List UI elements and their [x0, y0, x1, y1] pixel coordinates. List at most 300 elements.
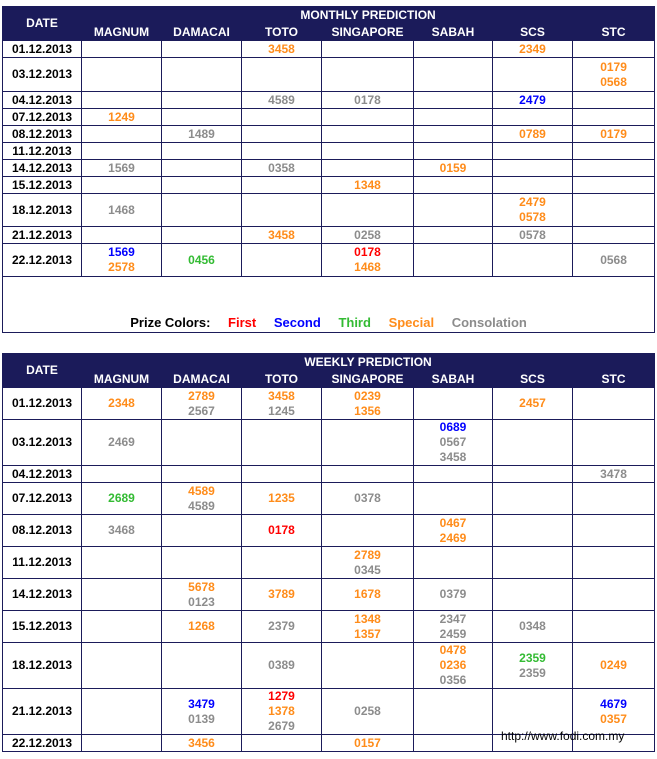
predicted-number: 3458 — [268, 227, 295, 242]
predicted-number: 0178 — [268, 523, 295, 537]
predicted-number: 0567 — [439, 435, 467, 449]
prediction-cell-damacai — [162, 466, 242, 483]
date-cell: 21.12.2013 — [3, 227, 82, 244]
prediction-cell-sabah — [414, 41, 493, 58]
table-row — [3, 92, 655, 109]
prediction-cell-toto — [242, 41, 322, 58]
predicted-number: 2347 — [439, 611, 467, 626]
prediction-cell-toto — [242, 109, 322, 126]
predicted-number: 2679 — [268, 719, 295, 733]
predicted-number: 1235 — [268, 491, 295, 505]
prediction-cell-toto — [242, 466, 322, 483]
predicted-number: 0456 — [188, 252, 215, 267]
monthly-prediction-table — [2, 6, 655, 333]
prediction-cell-stc — [573, 194, 655, 227]
predicted-number: 3458 — [268, 388, 295, 403]
date-cell: 04.12.2013 — [3, 466, 82, 483]
predicted-number: 0258 — [354, 704, 381, 718]
prediction-cell-toto — [242, 177, 322, 194]
predicted-number: 1356 — [354, 403, 381, 418]
table-row — [3, 177, 655, 194]
date-cell: 21.12.2013 — [3, 689, 82, 735]
prediction-cell-damacai — [162, 420, 242, 466]
column-header-stc: STC — [573, 25, 655, 41]
prediction-cell-sabah — [414, 611, 493, 643]
prediction-cell-magnum — [82, 92, 162, 109]
prediction-cell-damacai — [162, 483, 242, 515]
predicted-number: 1569 — [108, 245, 135, 259]
predicted-number: 1569 — [108, 160, 135, 175]
prediction-cell-magnum — [82, 388, 162, 420]
prediction-cell-magnum — [82, 227, 162, 244]
prediction-cell-magnum — [82, 41, 162, 58]
prediction-cell-stc — [573, 466, 655, 483]
prediction-cell-sabah — [414, 735, 493, 752]
monthly-title: MONTHLY PREDICTION — [82, 7, 655, 25]
prediction-cell-sabah — [414, 466, 493, 483]
predicted-number: 2567 — [188, 403, 215, 418]
prediction-cell-toto — [242, 420, 322, 466]
column-header-sabah: SABAH — [414, 25, 493, 41]
date-cell: 03.12.2013 — [3, 58, 82, 92]
prediction-cell-toto — [242, 547, 322, 579]
prediction-cell-damacai — [162, 143, 242, 160]
table-row — [3, 160, 655, 177]
prediction-cell-stc — [573, 227, 655, 244]
prediction-cell-stc — [573, 611, 655, 643]
predicted-number: 0157 — [354, 735, 381, 750]
prediction-cell-damacai — [162, 515, 242, 547]
prediction-cell-stc — [573, 160, 655, 177]
date-cell: 08.12.2013 — [3, 515, 82, 547]
prediction-cell-sabah — [414, 177, 493, 194]
predicted-number: 0249 — [600, 658, 627, 672]
prediction-cell-stc — [573, 143, 655, 160]
prediction-cell-toto — [242, 643, 322, 689]
predicted-number: 4589 — [188, 483, 215, 498]
predicted-number: 3479 — [188, 696, 215, 711]
column-header-scs: SCS — [493, 372, 573, 388]
prediction-cell-toto — [242, 515, 322, 547]
prediction-cell-sabah — [414, 388, 493, 420]
predicted-number: 1678 — [354, 587, 381, 601]
prediction-cell-toto — [242, 194, 322, 227]
predicted-number: 2469 — [108, 435, 135, 449]
date-cell: 04.12.2013 — [3, 92, 82, 109]
weekly-prediction-table — [2, 353, 655, 752]
prediction-cell-stc — [573, 689, 655, 735]
predicted-number: 0568 — [600, 74, 627, 89]
prediction-cell-singapore — [322, 547, 414, 579]
prediction-cell-scs — [493, 483, 573, 515]
prediction-cell-magnum — [82, 643, 162, 689]
predicted-number: 1348 — [354, 177, 381, 192]
prediction-cell-singapore — [322, 194, 414, 227]
prediction-cell-damacai — [162, 194, 242, 227]
prediction-cell-damacai — [162, 611, 242, 643]
date-cell: 14.12.2013 — [3, 579, 82, 611]
table-row — [3, 194, 655, 227]
prediction-cell-stc — [573, 579, 655, 611]
prediction-cell-scs — [493, 244, 573, 277]
column-header-toto: TOTO — [242, 25, 322, 41]
predicted-number: 0178 — [354, 245, 381, 259]
prediction-cell-stc — [573, 177, 655, 194]
date-cell: 08.12.2013 — [3, 126, 82, 143]
prediction-cell-singapore — [322, 126, 414, 143]
prediction-cell-toto — [242, 227, 322, 244]
predicted-number: 0358 — [268, 160, 295, 175]
prediction-cell-stc — [573, 126, 655, 143]
predicted-number: 2457 — [519, 396, 546, 410]
prediction-cell-damacai — [162, 388, 242, 420]
predicted-number: 2479 — [519, 92, 546, 107]
predicted-number: 0378 — [354, 491, 381, 505]
prize-legend — [3, 277, 655, 333]
predicted-number: 1489 — [188, 126, 215, 141]
predicted-number: 2689 — [108, 491, 135, 505]
column-header-singapore: SINGAPORE — [322, 372, 414, 388]
date-header: DATE — [3, 354, 82, 388]
predicted-number: 0689 — [439, 420, 467, 434]
table-row — [3, 420, 655, 466]
table-row — [3, 388, 655, 420]
prediction-cell-scs — [493, 41, 573, 58]
predicted-number: 1245 — [268, 403, 295, 418]
prediction-cell-stc — [573, 483, 655, 515]
prediction-cell-toto — [242, 126, 322, 143]
legend-label: Prize Colors: — [130, 315, 211, 330]
prediction-cell-scs — [493, 160, 573, 177]
predicted-number: 0345 — [354, 562, 381, 577]
prediction-cell-sabah — [414, 420, 493, 466]
predicted-number: 5678 — [188, 579, 215, 594]
predicted-number: 0357 — [600, 711, 627, 726]
prediction-cell-scs — [493, 58, 573, 92]
prediction-cell-sabah — [414, 227, 493, 244]
prediction-cell-scs — [493, 126, 573, 143]
predicted-number: 0179 — [600, 59, 627, 74]
date-cell: 11.12.2013 — [3, 143, 82, 160]
prediction-cell-damacai — [162, 92, 242, 109]
predicted-number: 4589 — [188, 498, 215, 513]
table-row — [3, 41, 655, 58]
prediction-cell-toto — [242, 58, 322, 92]
table-row — [3, 126, 655, 143]
prediction-cell-damacai — [162, 735, 242, 752]
prediction-cell-magnum — [82, 611, 162, 643]
prediction-cell-sabah — [414, 547, 493, 579]
predicted-number: 3456 — [188, 735, 215, 750]
prediction-cell-singapore — [322, 143, 414, 160]
prediction-cell-stc — [573, 547, 655, 579]
prediction-cell-scs — [493, 92, 573, 109]
prediction-cell-damacai — [162, 579, 242, 611]
prediction-cell-sabah — [414, 126, 493, 143]
prize-colors-legend — [3, 315, 654, 330]
predicted-number: 2349 — [519, 41, 546, 56]
weekly-rows — [3, 388, 655, 752]
prediction-cell-stc — [573, 58, 655, 92]
prediction-cell-singapore — [322, 177, 414, 194]
prediction-cell-magnum — [82, 689, 162, 735]
prediction-cell-stc — [573, 420, 655, 466]
predicted-number: 2459 — [439, 626, 467, 641]
predicted-number: 2578 — [108, 260, 135, 274]
predicted-number: 0356 — [439, 673, 467, 687]
predicted-number: 0123 — [188, 594, 215, 609]
legend-first: First — [228, 315, 257, 330]
date-cell: 15.12.2013 — [3, 177, 82, 194]
prediction-cell-stc — [573, 244, 655, 277]
predicted-number: 3458 — [439, 450, 467, 464]
prediction-cell-scs — [493, 689, 573, 735]
predicted-number: 2789 — [188, 388, 215, 403]
column-header-singapore: SINGAPORE — [322, 25, 414, 41]
prediction-cell-toto — [242, 611, 322, 643]
prediction-cell-magnum — [82, 547, 162, 579]
table-row — [3, 58, 655, 92]
date-cell: 14.12.2013 — [3, 160, 82, 177]
prediction-cell-damacai — [162, 126, 242, 143]
prediction-cell-sabah — [414, 244, 493, 277]
prediction-cell-scs — [493, 420, 573, 466]
predicted-number: 2479 — [519, 195, 546, 209]
prediction-cell-toto — [242, 579, 322, 611]
predicted-number: 3458 — [268, 41, 295, 56]
legend-special: Special — [388, 315, 435, 330]
prediction-cell-stc — [573, 41, 655, 58]
column-header-stc: STC — [573, 372, 655, 388]
prediction-cell-damacai — [162, 689, 242, 735]
predicted-number: 1279 — [268, 689, 295, 703]
prediction-cell-scs — [493, 515, 573, 547]
prediction-cell-singapore — [322, 483, 414, 515]
predicted-number: 0478 — [439, 643, 467, 657]
prediction-cell-singapore — [322, 92, 414, 109]
prediction-cell-singapore — [322, 420, 414, 466]
predicted-number: 2469 — [439, 530, 467, 545]
predicted-number: 0568 — [600, 252, 627, 267]
prediction-cell-damacai — [162, 244, 242, 277]
prediction-cell-singapore — [322, 227, 414, 244]
prediction-cell-magnum — [82, 109, 162, 126]
prediction-cell-damacai — [162, 643, 242, 689]
date-cell: 01.12.2013 — [3, 41, 82, 58]
date-header: DATE — [3, 7, 82, 41]
prediction-cell-toto — [242, 244, 322, 277]
prediction-cell-singapore — [322, 160, 414, 177]
table-row — [3, 515, 655, 547]
prediction-cell-singapore — [322, 109, 414, 126]
predicted-number: 1378 — [268, 704, 295, 718]
column-header-toto: TOTO — [242, 372, 322, 388]
date-cell: 07.12.2013 — [3, 109, 82, 126]
prediction-cell-damacai — [162, 160, 242, 177]
prediction-cell-sabah — [414, 689, 493, 735]
predicted-number: 0578 — [519, 227, 546, 242]
prediction-cell-magnum — [82, 194, 162, 227]
predicted-number: 0789 — [519, 126, 546, 141]
prediction-cell-magnum — [82, 579, 162, 611]
prediction-cell-toto — [242, 92, 322, 109]
prediction-cell-damacai — [162, 58, 242, 92]
prediction-cell-singapore — [322, 388, 414, 420]
prediction-cell-scs — [493, 388, 573, 420]
predicted-number: 0239 — [354, 388, 381, 403]
prediction-cell-scs — [493, 194, 573, 227]
table-row — [3, 547, 655, 579]
site-url: http://www.fodi.com.my — [501, 729, 625, 743]
date-cell: 11.12.2013 — [3, 547, 82, 579]
weekly-title: WEEKLY PREDICTION — [82, 354, 655, 372]
legend-second: Second — [273, 315, 321, 330]
prediction-cell-scs — [493, 611, 573, 643]
column-header-scs: SCS — [493, 25, 573, 41]
prediction-cell-stc — [573, 109, 655, 126]
predicted-number: 4589 — [268, 92, 295, 107]
prediction-cell-singapore — [322, 515, 414, 547]
legend-third: Third — [338, 315, 371, 330]
predicted-number: 3478 — [600, 466, 627, 481]
predicted-number: 1249 — [108, 109, 135, 124]
prediction-cell-sabah — [414, 579, 493, 611]
predicted-number: 0178 — [354, 92, 381, 107]
predicted-number: 1468 — [108, 202, 135, 217]
prediction-cell-sabah — [414, 643, 493, 689]
prediction-cell-singapore — [322, 466, 414, 483]
predicted-number: 0379 — [439, 587, 467, 601]
date-cell: 22.12.2013 — [3, 244, 82, 277]
date-cell: 18.12.2013 — [3, 194, 82, 227]
predicted-number: 0236 — [439, 658, 467, 672]
predicted-number: 2359 — [519, 650, 546, 665]
prediction-cell-singapore — [322, 643, 414, 689]
predicted-number: 0389 — [268, 658, 295, 672]
predicted-number: 0578 — [519, 210, 546, 224]
table-row — [3, 483, 655, 515]
predicted-number: 4679 — [600, 696, 627, 711]
date-cell: 15.12.2013 — [3, 611, 82, 643]
legend-consolation: Consolation — [451, 315, 527, 330]
prediction-cell-scs — [493, 143, 573, 160]
predicted-number: 0139 — [188, 711, 215, 726]
table-row — [3, 227, 655, 244]
predicted-number: 1348 — [354, 611, 381, 626]
prediction-cell-scs — [493, 109, 573, 126]
table-row — [3, 579, 655, 611]
prediction-cell-toto — [242, 143, 322, 160]
prediction-cell-magnum — [82, 160, 162, 177]
table-row — [3, 689, 655, 735]
predicted-number: 1468 — [354, 260, 381, 274]
prediction-cell-stc — [573, 92, 655, 109]
predicted-number: 2379 — [268, 619, 295, 633]
prediction-cell-sabah — [414, 109, 493, 126]
date-cell: 07.12.2013 — [3, 483, 82, 515]
table-row — [3, 244, 655, 277]
prediction-cell-toto — [242, 735, 322, 752]
column-header-magnum: MAGNUM — [82, 25, 162, 41]
prediction-cell-singapore — [322, 58, 414, 92]
date-cell: 01.12.2013 — [3, 388, 82, 420]
prediction-cell-sabah — [414, 483, 493, 515]
predicted-number: 1357 — [354, 626, 381, 641]
prediction-cell-scs — [493, 177, 573, 194]
prediction-cell-sabah — [414, 58, 493, 92]
prediction-cell-sabah — [414, 515, 493, 547]
prediction-cell-singapore — [322, 41, 414, 58]
prediction-cell-magnum — [82, 466, 162, 483]
prediction-cell-scs — [493, 643, 573, 689]
predicted-number: 0348 — [519, 619, 546, 633]
prediction-cell-damacai — [162, 109, 242, 126]
prediction-cell-singapore — [322, 579, 414, 611]
prediction-cell-toto — [242, 483, 322, 515]
predicted-number: 0258 — [354, 227, 381, 242]
prediction-cell-damacai — [162, 227, 242, 244]
prediction-cell-scs — [493, 227, 573, 244]
table-row — [3, 611, 655, 643]
prediction-cell-scs — [493, 466, 573, 483]
prediction-cell-toto — [242, 388, 322, 420]
column-header-sabah: SABAH — [414, 372, 493, 388]
prediction-cell-magnum — [82, 515, 162, 547]
prediction-cell-sabah — [414, 143, 493, 160]
column-header-damacai: DAMACAI — [162, 25, 242, 41]
table-row — [3, 643, 655, 689]
prediction-cell-magnum — [82, 177, 162, 194]
table-row — [3, 109, 655, 126]
prediction-cell-toto — [242, 160, 322, 177]
prediction-cell-singapore — [322, 735, 414, 752]
prediction-cell-scs — [493, 547, 573, 579]
prediction-cell-stc — [573, 388, 655, 420]
predicted-number: 3789 — [268, 587, 295, 601]
date-cell: 03.12.2013 — [3, 420, 82, 466]
prediction-cell-toto — [242, 689, 322, 735]
prediction-cell-damacai — [162, 41, 242, 58]
predicted-number: 2359 — [519, 665, 546, 680]
prediction-cell-singapore — [322, 244, 414, 277]
prediction-cell-sabah — [414, 160, 493, 177]
prediction-cell-magnum — [82, 126, 162, 143]
prediction-cell-magnum — [82, 244, 162, 277]
predicted-number: 2789 — [354, 547, 381, 562]
column-header-magnum: MAGNUM — [82, 372, 162, 388]
prediction-cell-magnum — [82, 735, 162, 752]
date-cell: 22.12.2013 — [3, 735, 82, 752]
monthly-rows — [3, 41, 655, 277]
predicted-number: 0467 — [439, 515, 467, 530]
prediction-cell-damacai — [162, 547, 242, 579]
prediction-cell-singapore — [322, 611, 414, 643]
prediction-cell-magnum — [82, 143, 162, 160]
date-cell: 18.12.2013 — [3, 643, 82, 689]
prediction-cell-scs — [493, 579, 573, 611]
prediction-cell-magnum — [82, 58, 162, 92]
predicted-number: 0159 — [439, 160, 467, 175]
prediction-cell-stc — [573, 643, 655, 689]
predicted-number: 2348 — [108, 396, 135, 410]
predicted-number: 0179 — [600, 126, 627, 141]
prediction-cell-magnum — [82, 483, 162, 515]
prediction-cell-singapore — [322, 689, 414, 735]
prediction-cell-magnum — [82, 420, 162, 466]
predicted-number: 1268 — [188, 619, 215, 633]
predicted-number: 3468 — [108, 523, 135, 537]
prediction-cell-sabah — [414, 194, 493, 227]
